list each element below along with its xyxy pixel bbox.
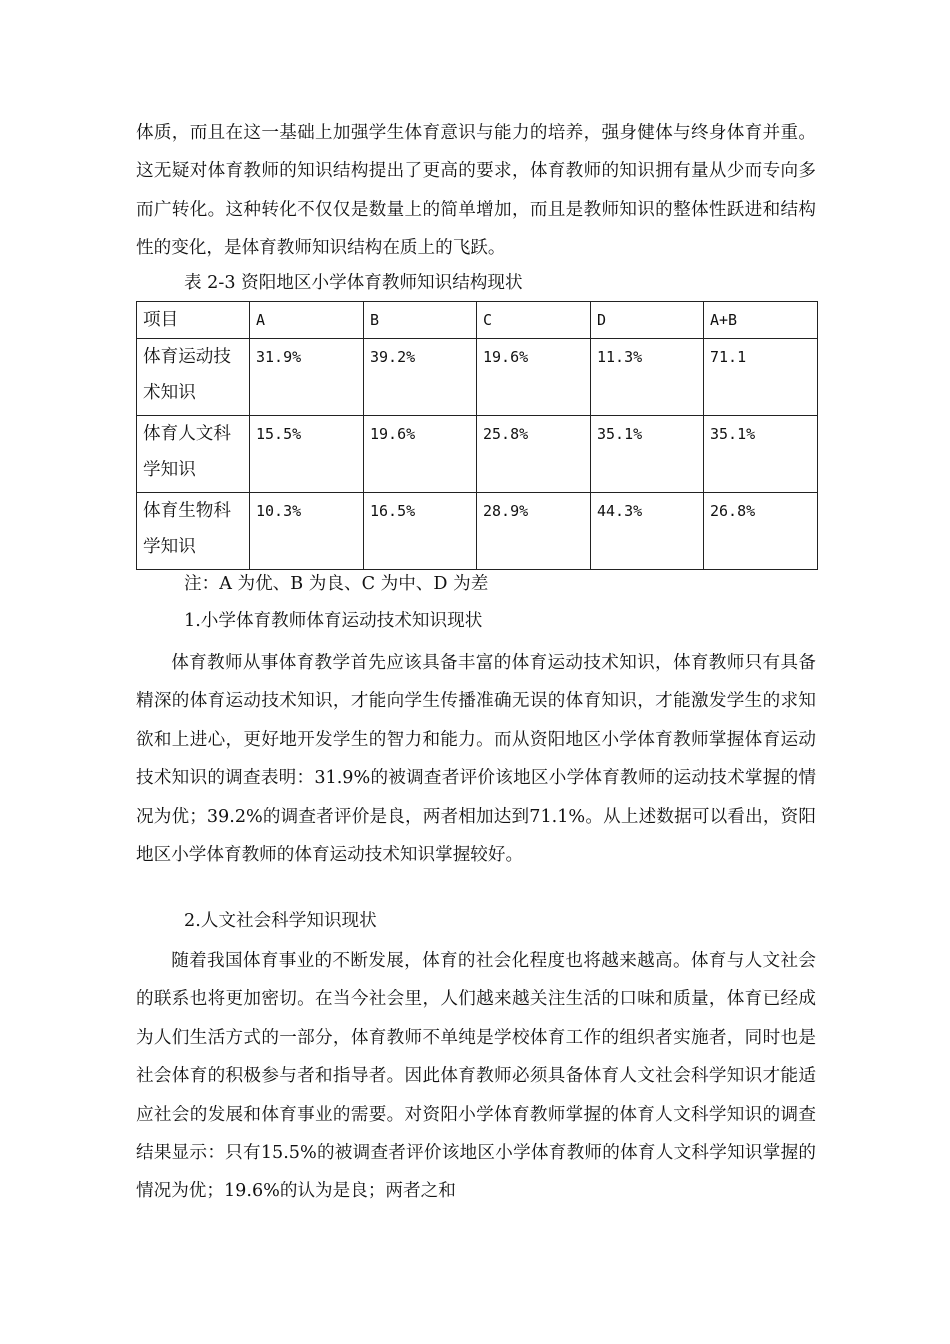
table-header-row — [137, 302, 818, 339]
table-cell: 35.1% — [704, 416, 818, 493]
table-row — [137, 339, 818, 416]
table-cell: 16.5% — [364, 493, 477, 570]
table-header-cell: A — [250, 302, 364, 339]
table-cell: 19.6% — [364, 416, 477, 493]
section1-paragraph: 体育教师从事体育教学首先应该具备丰富的体育运动技术知识，体育教师只有具备精深的体育运动技术知识，才能向学生传播准确无误的体育知识，才能激发学生的求知欲和上进心，更好地开发学生的智力和能力。而从资阳地区小学体育教师掌握体育运动技术知识的调查表明：31.9%的被调查者评价该地区小学体育教师的运动技术掌握的情况为优；39.2%的调查者评价是良，两者相加达到71.1%。从上述数据可以看出，资阳地区小学体育教师的体育运动技术知识掌握较好。 — [136, 653, 816, 866]
table-cell: 19.6% — [477, 339, 591, 416]
row-label: 体育运动技术知识 — [137, 339, 250, 416]
table-cell: 44.3% — [591, 493, 704, 570]
table-cell: 10.3% — [250, 493, 364, 570]
table-caption: 表 2-3 资阳地区小学体育教师知识结构现状 — [184, 273, 523, 293]
table-cell: 71.1 — [704, 339, 818, 416]
row-label: 体育生物科学知识 — [137, 493, 250, 570]
knowledge-structure-table — [136, 301, 818, 570]
section-heading-2: 2.人文社会科学知识现状 — [184, 911, 377, 931]
section2-paragraph: 随着我国体育事业的不断发展，体育的社会化程度也将越来越高。体育与人文社会的联系也将更加密切。在当今社会里，人们越来越关注生活的口味和质量，体育已经成为人们生活方式的一部分，体育教师不单纯是学校体育工作的组织者实施者，同时也是社会体育的积极参与者和指导者。因此体育教师必须具备体育人文社会科学知识才能适应社会的发展和体育事业的需要。对资阳小学体育教师掌握的体育人文科学知识的调查结果显示：只有15.5%的被调查者评价该地区小学体育教师的体育人文科学知识掌握的情况为优；19.6%的认为是良；两者之和 — [136, 951, 816, 1202]
table-header-cell: D — [591, 302, 704, 339]
table-cell: 35.1% — [591, 416, 704, 493]
table-cell: 15.5% — [250, 416, 364, 493]
table-row — [137, 493, 818, 570]
table-cell: 11.3% — [591, 339, 704, 416]
table-cell: 39.2% — [364, 339, 477, 416]
table-header-cell: B — [364, 302, 477, 339]
table-cell: 28.9% — [477, 493, 591, 570]
table-header-cell: 项目 — [137, 302, 250, 339]
table-header-cell: C — [477, 302, 591, 339]
table-header-cell: A+B — [704, 302, 818, 339]
table-cell: 26.8% — [704, 493, 818, 570]
table-note: 注：A 为优、B 为良、C 为中、D 为差 — [184, 574, 489, 594]
section-heading-1: 1.小学体育教师体育运动技术知识现状 — [184, 611, 483, 631]
table-cell: 31.9% — [250, 339, 364, 416]
table-cell: 25.8% — [477, 416, 591, 493]
table-row — [137, 416, 818, 493]
intro-paragraph: 体质，而且在这一基础上加强学生体育意识与能力的培养，强身健体与终身体育并重。这无疑对体育教师的知识结构提出了更高的要求，体育教师的知识拥有量从少而专向多而广转化。这种转化不仅仅是数量上的简单增加，而且是教师知识的整体性跃进和结构性的变化，是体育教师知识结构在质上的飞跃。 — [136, 123, 816, 259]
row-label: 体育人文科学知识 — [137, 416, 250, 493]
